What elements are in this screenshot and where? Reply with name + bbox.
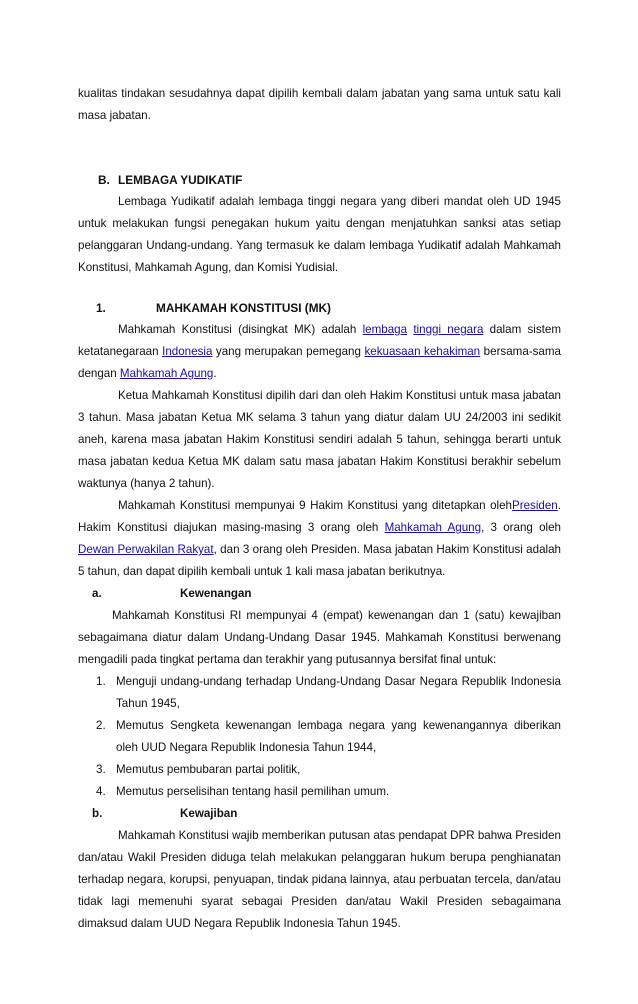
section-heading-1 [78, 297, 561, 319]
text-run: dalam sistem ketatanegaraan [78, 323, 561, 358]
subsection-letter: b. [92, 807, 103, 820]
paragraph-hakim-konstitusi [78, 495, 561, 583]
link-dpr[interactable]: Dewan Perwakilan Rakyat [78, 543, 214, 556]
link-mahkamah-agung[interactable]: Mahkamah Agung [384, 521, 482, 534]
list-text: Memutus perselisihan tentang hasil pemilihan umum. [116, 785, 390, 798]
list-item [78, 715, 561, 759]
list-number: 4. [96, 785, 106, 798]
list-text: Memutus pembubaran partai politik, [116, 763, 301, 776]
paragraph-ketua-mk: Ketua Mahkamah Konstitusi dipilih dari dan oleh Hakim Konstitusi untuk masa jabatan 3 tahun. Masa jabatan Ketua MK selama 3 tahun yang diatur dalam UU 24/2003 ini sedikit aneh, karena masa jabatan Hakim Konstitusi sendiri adalah 5 tahun, sehingga berarti untuk masa jabatan kedua Ketua MK dalam satu masa jabatan Hakim Konstitusi berakhir sebelum waktunya (hanya 2 tahun). [78, 389, 561, 490]
link-tinggi-negara[interactable]: tinggi negara [413, 323, 484, 336]
link-indonesia[interactable]: Indonesia [162, 345, 213, 358]
paragraph-intro: kualitas tindakan sesudahnya dapat dipilih kembali dalam jabatan yang sama untuk satu kali masa jabatan. [78, 87, 561, 122]
paragraph-kewenangan: Mahkamah Konstitusi RI mempunyai 4 (empat) kewenangan dan 1 (satu) kewajiban sebagaimana diatur dalam Undang-Undang Dasar 1945. Mahkamah Konstitusi berwenang mengadili pada tingkat pertama dan terakhir yang putusannya bersifat final untuk: [78, 609, 561, 666]
list-item [78, 671, 561, 715]
text-run: bersama-sama dengan [78, 345, 561, 380]
subsection-title: Kewenangan [180, 587, 252, 600]
list-number: 1. [96, 675, 106, 688]
text-run: . [213, 367, 217, 380]
text-run: , dan 3 orang oleh Presiden. Masa jabatan Hakim Konstitusi adalah 5 tahun, dan dapat dipilih kembali untuk 1 kali masa jabatan berikutnya. [78, 543, 562, 578]
subsection-title: Kewajiban [180, 807, 238, 820]
subsection-letter: a. [92, 587, 102, 600]
list-number: 3. [96, 763, 106, 776]
section-title: LEMBAGA YUDIKATIF [118, 173, 243, 187]
list-item [78, 781, 561, 803]
section-title: MAHKAMAH KONSTITUSI (MK) [156, 301, 331, 315]
text-run: , 3 orang oleh [481, 521, 562, 534]
paragraph-mk-definition [78, 319, 561, 385]
subsection-heading-kewajiban [78, 803, 561, 825]
text-run: Mahkamah Konstitusi mempunyai 9 Hakim Konstitusi yang ditetapkan oleh [118, 499, 512, 512]
link-kekuasaan-kehakiman[interactable]: kekuasaan kehakiman [364, 345, 481, 358]
link-mahkamah-agung[interactable]: Mahkamah Agung [119, 367, 214, 380]
document-page [78, 83, 561, 935]
list-item [78, 759, 561, 781]
section-number: B. [98, 173, 110, 187]
paragraph-kewajiban: Mahkamah Konstitusi wajib memberikan putusan atas pendapat DPR bahwa Presiden dan/atau Wakil Presiden diduga telah melakukan pelanggaran hukum berupa penghianatan terhadap negara, korupsi, penyuapan, tindak pidana lainnya, atau perbuatan tercela, dan/atau [78, 829, 561, 886]
subsection-heading-kewenangan [78, 583, 561, 605]
section-heading-b [78, 169, 561, 191]
section-number: 1. [96, 301, 106, 315]
text-run: yang merupakan pemegang [212, 345, 365, 358]
text-run: . Hakim Konstitusi diajukan masing-masing 3 orang oleh [78, 499, 561, 534]
paragraph-yudikatif: Lembaga Yudikatif adalah lembaga tinggi negara yang diberi mandat oleh UD 1945 untuk melakukan fungsi penegakan hukum yaitu dengan menjatuhkan sanksi atas setiap pelanggaran Undang-undang. Yang termasuk ke dalam lembaga Yudikatif adalah Mahkamah Konstitusi, Mahkamah Agung, dan Komisi Yudisial. [78, 195, 561, 274]
list-text: Memutus Sengketa kewenangan lembaga negara yang kewenangannya diberikan oleh UUD Negara Republik Indonesia Tahun 1944, [116, 719, 561, 754]
link-presiden[interactable]: Presiden [512, 499, 558, 512]
list-text: Menguji undang-undang terhadap Undang-Undang Dasar Negara Republik Indonesia Tahun 1945, [116, 675, 561, 710]
paragraph-kewajiban-continued: tidak lagi memenuhi syarat sebagai Presiden dan/atau Wakil Presiden sebagaimana dimaksud dalam UUD Negara Republik Indonesia Tahun 1945. [78, 895, 561, 930]
kewenangan-list [78, 671, 561, 803]
text-run: Mahkamah Konstitusi (disingkat MK) adalah [118, 323, 363, 336]
link-lembaga[interactable]: lembaga [362, 323, 408, 336]
list-number: 2. [96, 719, 106, 732]
